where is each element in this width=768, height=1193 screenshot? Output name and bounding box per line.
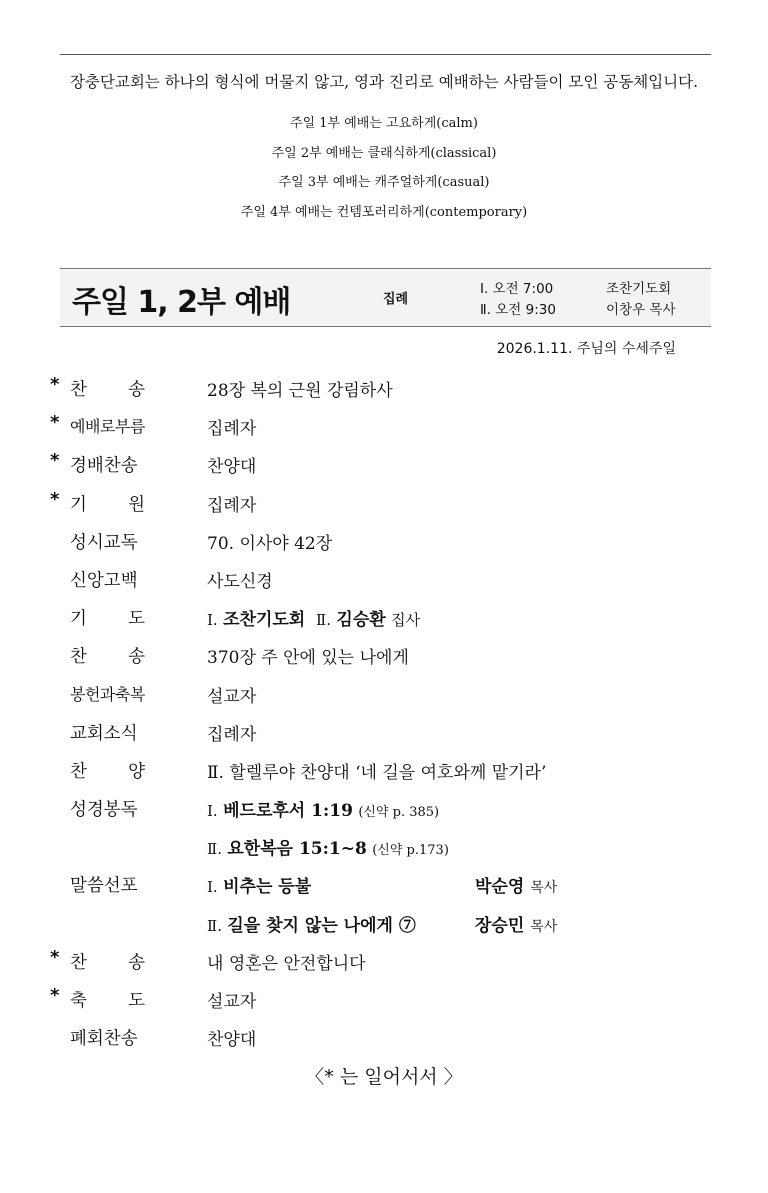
order-label: 찬 송: [70, 647, 145, 668]
order-of-worship: [0, 372, 768, 1059]
order-row: [0, 907, 768, 945]
church-intro: 장충단교회는 하나의 형식에 머물지 않고, 영과 진리로 예배하는 사람들이 모인 공동체입니다.: [69, 73, 699, 91]
service-style-2: 주일 2부 예배는 클래식하게(classical): [271, 145, 497, 161]
service-time-1: Ⅰ. 오전 7:00: [480, 281, 554, 297]
order-content: 집례자: [207, 724, 257, 745]
order-row: [0, 601, 768, 639]
order-row: [0, 487, 768, 525]
order-content: 사도신경: [207, 571, 273, 592]
order-content: 찬양대: [207, 457, 257, 478]
order-row: [0, 448, 768, 486]
prayer-content: Ⅰ. 조찬기도회 Ⅱ. 김승환 집사: [207, 610, 421, 631]
order-content: 70. 이사야 42장: [207, 533, 333, 554]
order-content: Ⅱ. 할렐루야 찬양대 ‘네 길을 여호와께 맡기라’: [207, 762, 547, 783]
standing-marker: *: [50, 450, 60, 472]
service-date: 2026.1.11. 주님의 수세주일: [496, 341, 676, 357]
sermon-title-1: Ⅰ. 비추는 등불: [207, 877, 312, 898]
order-row: [0, 754, 768, 792]
service-leader-1: 조찬기도회: [606, 281, 672, 297]
order-content: 설교자: [207, 992, 257, 1012]
order-content: 370장 주 안에 있는 나에게: [207, 648, 409, 669]
order-label: 폐회찬송: [70, 1029, 138, 1050]
order-label: 성시교독: [70, 532, 138, 553]
service-style-3: 주일 3부 예배는 캐주얼하게(casual): [278, 175, 490, 190]
standing-marker: *: [50, 985, 60, 1006]
order-label: 기 원: [70, 494, 145, 515]
order-label: 말씀선포: [70, 876, 138, 897]
preacher-1: 박순영 목사: [475, 877, 558, 898]
standing-marker: *: [50, 488, 60, 510]
service-styles: [0, 114, 768, 232]
order-content: 찬양대: [207, 1030, 257, 1051]
prayer-leader-2: 김승환: [336, 610, 386, 631]
sermon-title-2: Ⅱ. 길을 찾지 않는 나에게 ⑦: [207, 915, 416, 936]
order-row: [0, 563, 768, 601]
service-times: [480, 279, 556, 321]
scripture-reading-1: Ⅰ. 베드로후서 1:19 (신약 p. 385): [207, 801, 440, 822]
order-label: 찬 송: [70, 952, 145, 973]
order-content: 28장 복의 근원 강림하사: [207, 381, 393, 401]
standing-marker: *: [50, 374, 60, 395]
order-row: [0, 716, 768, 754]
order-content: 설교자: [207, 686, 257, 707]
order-label: 예배로부름: [70, 417, 145, 437]
service-style-1: 주일 1부 예배는 고요하게(calm): [290, 116, 478, 131]
standing-note: 〈* 는 일어서서 〉: [305, 1066, 463, 1088]
order-row: [0, 983, 768, 1021]
officiant-label: 집례: [383, 292, 409, 307]
service-leaders: [606, 279, 676, 321]
order-row: [0, 678, 768, 716]
order-label: 찬 양: [70, 761, 145, 782]
order-label: 찬 송: [70, 380, 145, 400]
order-row: [0, 639, 768, 677]
order-row: [0, 1021, 768, 1059]
prayer-leader-1: 조찬기도회: [223, 610, 306, 631]
order-row: [0, 868, 768, 906]
order-row: [0, 945, 768, 983]
order-label: 기 도: [70, 609, 145, 630]
order-label: 봉헌과축복: [70, 684, 145, 704]
service-title: 주일 1, 2부 예배: [72, 285, 291, 320]
top-divider: [60, 54, 711, 55]
order-content: 집례자: [207, 495, 257, 516]
scripture-reading-2: Ⅱ. 요한복음 15:1~8 (신약 p.173): [207, 839, 449, 860]
order-content: 내 영혼은 안전합니다: [207, 953, 366, 974]
order-label: 성경봉독: [70, 800, 138, 821]
order-row: [0, 372, 768, 410]
order-row: [0, 410, 768, 448]
order-row: [0, 525, 768, 563]
order-content: 집례자: [207, 419, 257, 440]
service-leader-2: 이창우 목사: [606, 302, 676, 318]
preacher-2: 장승민 목사: [475, 915, 558, 936]
order-row: [0, 792, 768, 830]
order-label: 신앙고백: [70, 570, 138, 591]
order-row: [0, 830, 768, 868]
order-label: 축 도: [70, 991, 145, 1011]
service-style-4: 주일 4부 예배는 컨템포러리하게(contemporary): [240, 204, 528, 220]
standing-marker: *: [50, 946, 60, 968]
service-banner: [60, 268, 711, 327]
standing-marker: *: [50, 412, 60, 434]
service-time-2: Ⅱ. 오전 9:30: [480, 302, 556, 318]
order-label: 교회소식: [70, 723, 138, 744]
order-label: 경배찬송: [70, 456, 138, 477]
